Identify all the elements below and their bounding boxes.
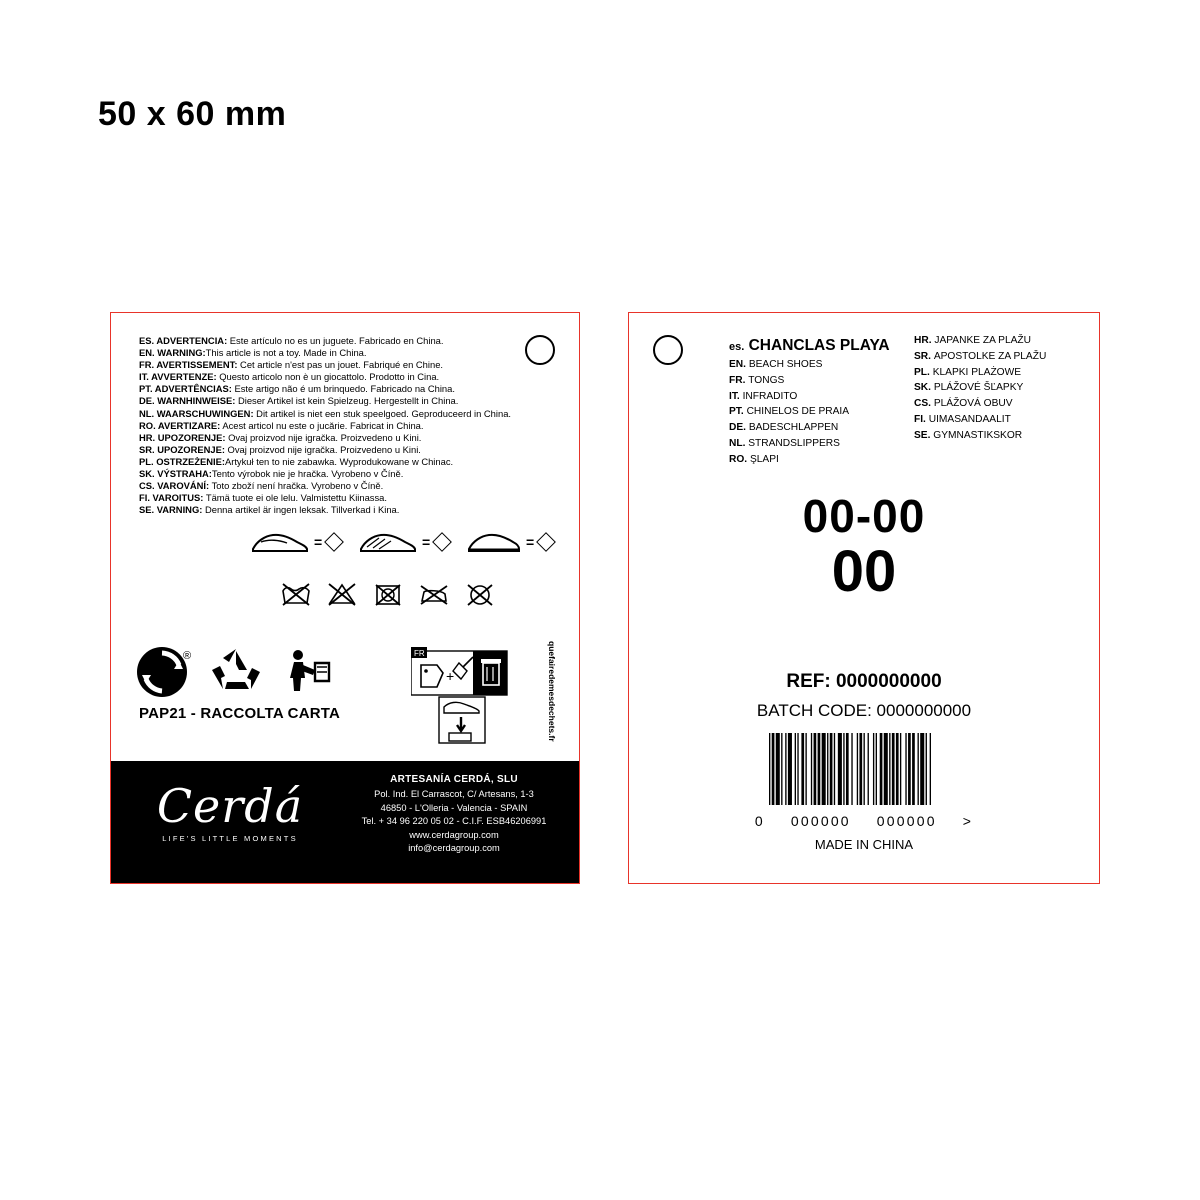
shoe-material-row [251, 525, 551, 563]
barcode-digit-group-2: 000000 [876, 813, 937, 829]
triman-url-text: quefairedemesdechets.fr [547, 641, 557, 742]
language-code: NL. [729, 437, 749, 449]
warning-lang-code: ES. ADVERTENCIA: [139, 335, 228, 346]
do-not-dryclean-icon [465, 581, 495, 607]
svg-text:®: ® [183, 650, 192, 662]
punch-hole-icon [653, 335, 683, 365]
warning-text: Dit artikel is niet een stuk speelgoed. Geproduceerd in China. [253, 407, 512, 419]
language-product-name: PLÁŽOVÉ ŠĽAPKY [933, 382, 1024, 394]
warning-lang-code: DE. WARNHINWEISE: [139, 395, 236, 407]
language-row [914, 333, 1046, 349]
language-row [729, 389, 849, 405]
language-row [729, 357, 849, 373]
shoe-lining-icon [359, 529, 417, 555]
brand-logo [135, 779, 325, 843]
language-product-name: JAPANKE ZA PLAŽU [934, 335, 1031, 346]
language-product-name: KLAPKI PLAŻOWE [932, 366, 1022, 378]
warning-line [139, 468, 539, 480]
warning-line [139, 371, 539, 383]
language-product-name: TONGS [748, 374, 785, 386]
warning-lang-code: FR. AVERTISSEMENT: [139, 359, 238, 371]
warning-text: Este artículo no es un juguete. Fabricado en China. [227, 335, 444, 346]
shoe-sole-icon-group [467, 529, 553, 555]
warning-lang-code: SK. VÝSTRAHA: [139, 468, 212, 480]
language-product-name: CHINELOS DE PRAIA [746, 406, 850, 418]
warning-line [139, 383, 539, 395]
page-title: 50 x 60 mm [98, 95, 287, 133]
language-row [729, 420, 849, 436]
language-product-name: PLÁŽOVÁ OBUV [933, 398, 1013, 410]
warning-lang-code: IT. AVVERTENZE: [139, 371, 217, 383]
green-dot-icon [135, 643, 193, 706]
warning-text: Denna artikel är ingen leksak. Tillverkad i Kina. [202, 504, 400, 516]
language-row [914, 380, 1046, 396]
warning-line [139, 492, 539, 504]
equals-sign: = [526, 534, 535, 550]
warning-text: Ovaj proizvod nije igračka. Proizvedeno u Kini. [224, 443, 421, 455]
mobius-loop-recycle-icon [209, 645, 263, 704]
warning-line [139, 504, 539, 516]
language-product-name: GYMNASTIKSKOR [933, 429, 1023, 441]
do-not-wash-icon [281, 581, 311, 607]
language-code: SK. [914, 382, 934, 394]
warning-lang-code: SE. VARNING: [139, 504, 203, 516]
warning-text: Acest articol nu este o jucărie. Fabricat in China. [220, 419, 424, 431]
warning-text: Artykuł ten to nie zabawka. Wyprodukowane w Chinac. [224, 455, 454, 467]
language-product-name: INFRADITO [742, 390, 798, 402]
warning-line [139, 408, 539, 420]
warning-text: Tento výrobok nie je hračka. Vyrobeno v Číně. [211, 468, 404, 480]
triman-sorting-block [411, 641, 559, 751]
language-row [729, 404, 849, 420]
ref-code: REF: 0000000000 [786, 671, 942, 692]
language-product-name: BADESCHLAPPEN [748, 422, 839, 434]
pap-code-text: PAP21 - RACCOLTA CARTA [139, 705, 341, 722]
language-product-name: STRANDSLIPPERS [748, 437, 840, 449]
shoe-upper-icon [251, 529, 309, 555]
brand-name: Cerdá [156, 779, 304, 833]
language-row [914, 396, 1046, 412]
company-email: info@cerdagroup.com [408, 843, 500, 854]
language-row [729, 436, 849, 452]
brand-tagline: LIFE'S LITTLE MOMENTS [162, 834, 298, 843]
size-range: 00-00 [802, 490, 926, 542]
warning-line [139, 456, 539, 468]
shoe-sole-icon [467, 529, 521, 555]
company-name: ARTESANÍA CERDÁ, SLU [390, 774, 518, 785]
warning-text: Cet article n'est pas un jouet. Fabriqué en Chine. [237, 359, 444, 371]
barcode-bars [769, 733, 964, 805]
product-title-text: CHANCLAS PLAYA [748, 337, 890, 354]
warning-line [139, 359, 539, 371]
warning-line [139, 335, 539, 347]
warning-lang-code: SR. UPOZORENJE: [139, 443, 225, 455]
language-code: CS. [914, 398, 934, 410]
barcode-digit-group-1: 000000 [790, 813, 851, 829]
language-code: EN. [729, 359, 749, 370]
language-product-name: BEACH SHOES [748, 359, 823, 370]
language-row [914, 428, 1046, 444]
equals-sign: = [314, 534, 323, 550]
product-title-lang: es. [729, 341, 745, 353]
warning-lang-code: PT. ADVERTÊNCIAS: [139, 383, 232, 395]
shoe-upper-icon-group [251, 529, 341, 555]
language-row [914, 412, 1046, 428]
warning-text: Dieser Artikel ist kein Spielzeug. Hergestellt in China. [235, 395, 459, 407]
label-left-side [110, 312, 580, 884]
language-code: IT. [729, 390, 743, 402]
language-code: FR. [729, 374, 749, 386]
shoe-lining-icon-group [359, 529, 449, 555]
warning-line [139, 420, 539, 432]
company-website: www.cerdagroup.com [409, 829, 499, 840]
warning-lang-code: RO. AVERTIZARE: [139, 419, 221, 431]
diamond-icon [432, 532, 452, 552]
made-in-text: MADE IN CHINA [814, 837, 914, 852]
do-not-bleach-icon [327, 581, 357, 607]
language-code: SR. [914, 350, 934, 362]
label-right-side [628, 312, 1100, 884]
barcode-digit-first: 0 [754, 813, 765, 829]
language-code: HR. [914, 335, 935, 346]
company-details [337, 773, 571, 855]
barcode-digits [629, 813, 1099, 829]
language-column-2 [914, 333, 1046, 444]
language-code: DE. [729, 422, 749, 434]
diamond-icon [324, 532, 344, 552]
language-column-1 [729, 357, 849, 468]
warning-line [139, 480, 539, 492]
recycling-symbol-row [135, 643, 333, 706]
svg-text:FR: FR [414, 649, 425, 658]
diamond-icon [536, 532, 556, 552]
language-product-name: ŞLAPI [749, 453, 779, 465]
size-block [629, 491, 1099, 603]
batch-code: BATCH CODE: 0000000000 [756, 701, 972, 720]
language-row [914, 349, 1046, 365]
company-address-line-2: 46850 - L'Olleria - Valencia - SPAIN [380, 802, 528, 813]
barcode-digit-last: > [962, 813, 974, 829]
company-address-line-1: Pol. Ind. El Carrascot, C/ Artesans, 1-3 [374, 789, 534, 800]
equals-sign: = [422, 534, 431, 550]
warning-lang-code: CS. VAROVÁNÍ: [139, 480, 210, 492]
warning-line [139, 347, 539, 359]
keep-clean-tidy-man-icon [279, 645, 333, 704]
warning-text: Este artigo não é um brinquedo. Fabricado na China. [231, 383, 455, 395]
company-address-line-3: Tel. + 34 96 220 05 02 - C.I.F. ESB46206991 [361, 816, 547, 827]
language-code: SE. [914, 429, 934, 441]
label-footer [111, 761, 579, 883]
warning-line [139, 395, 539, 407]
language-row [729, 373, 849, 389]
warning-lang-code: EN. WARNING: [139, 347, 206, 359]
warning-text: This article is not a toy. Made in China. [205, 347, 367, 359]
warning-lang-code: NL. WAARSCHUWINGEN: [139, 407, 254, 419]
multilingual-warning-block [139, 335, 539, 516]
size-value: 00 [831, 539, 897, 604]
barcode-image [769, 733, 964, 805]
language-code: FI. [914, 413, 929, 425]
language-code: PL. [914, 366, 933, 378]
language-row [729, 452, 849, 468]
do-not-iron-icon [419, 581, 449, 607]
sorting-instructions-icon [411, 641, 559, 745]
language-product-name: APOSTOLKE ZA PLAŽU [933, 350, 1047, 362]
language-row [914, 365, 1046, 381]
care-symbol-row [281, 581, 495, 607]
warning-line [139, 444, 539, 456]
do-not-tumble-dry-icon [373, 581, 403, 607]
warning-line [139, 432, 539, 444]
warning-text: Tämä tuote ei ole lelu. Valmistettu Kiinassa. [203, 492, 388, 504]
warning-lang-code: HR. UPOZORENJE: [139, 431, 226, 443]
warning-text: Questo articolo non è un giocattolo. Prodotto in Cina. [216, 371, 440, 383]
warning-lang-code: FI. VAROITUS: [139, 492, 204, 504]
language-code: RO. [729, 453, 750, 465]
product-title [729, 337, 890, 355]
warning-lang-code: PL. OSTRZEŻENIE: [139, 455, 225, 467]
svg-text:+: + [446, 668, 455, 684]
language-product-name: UIMASANDAALIT [928, 413, 1011, 425]
language-code: PT. [729, 406, 747, 418]
warning-text: Ovaj proizvod nije igračka. Proizvedeno u Kini. [225, 431, 422, 443]
warning-text: Toto zboží není hračka. Vyrobeno v Číně. [209, 480, 384, 492]
